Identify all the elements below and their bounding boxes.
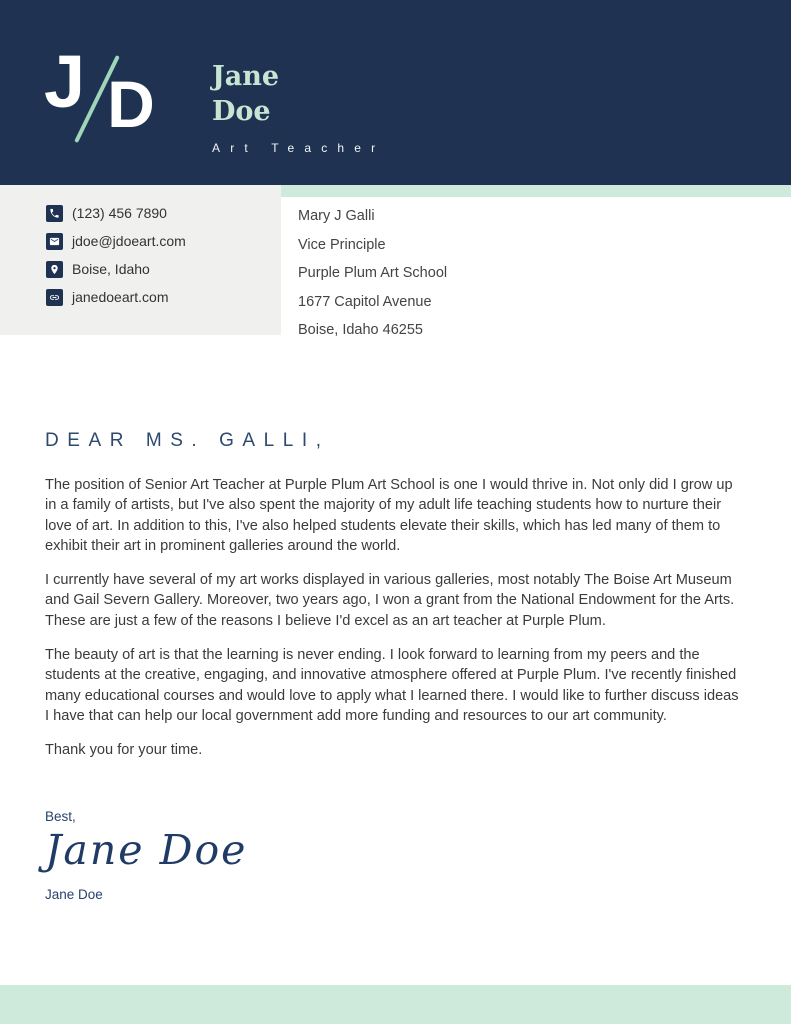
name-line-1: Jane xyxy=(212,61,280,92)
recipient-name: Mary J Galli xyxy=(298,208,375,224)
footer-accent-strip xyxy=(0,985,791,1024)
monogram-logo xyxy=(44,40,184,147)
contact-panel xyxy=(0,185,281,335)
logo-initial-d: D xyxy=(107,67,155,141)
phone-number: (123) 456 7890 xyxy=(72,205,167,221)
letter-body xyxy=(0,430,791,902)
name-line-2: Doe xyxy=(212,96,271,127)
email-icon xyxy=(46,233,63,250)
link-icon xyxy=(46,289,63,306)
greeting: DEAR MS. GALLI, xyxy=(45,429,330,451)
recipient-city: Boise, Idaho 46255 xyxy=(298,322,423,338)
paragraph-1: The position of Senior Art Teacher at Purple Plum Art School is one I would thrive in. Not only did I grow up in a family of artists, but I've also spent the majority of my adult life teaching students how to nurture their love of art. In addition to this, I've also helped students elevate their skills, which has led many of them to exhibit their art in prominent galleries around the world. xyxy=(45,476,733,555)
location-text: Boise, Idaho xyxy=(72,261,150,277)
logo-initial-j: J xyxy=(44,40,84,123)
location-icon xyxy=(46,261,63,278)
contact-item-location xyxy=(46,255,281,283)
recipient-block xyxy=(281,197,791,345)
recipient-title: Vice Principle xyxy=(298,236,386,253)
contact-item-email xyxy=(46,227,281,255)
recipient-organization: Purple Plum Art School xyxy=(298,265,448,281)
typed-name: Jane Doe xyxy=(45,886,103,902)
contact-item-website xyxy=(46,283,281,311)
mint-accent-strip xyxy=(281,185,791,197)
email-address: jdoe@jdoeart.com xyxy=(72,233,186,249)
website-url: janedoeart.com xyxy=(72,289,169,305)
phone-icon xyxy=(46,205,63,222)
closing-block xyxy=(45,809,746,902)
signature: Jane Doe xyxy=(45,825,248,874)
paragraph-3: The beauty of art is that the learning is never ending. I look forward to learning from my peers and the students at the creative, engaging, and innovative atmosphere offered at Purple Plum. I've recently finished many educational courses and would love to apply what I learned there. I would like to further discuss ideas I have that can help our local government add more funding and resources to our art community. xyxy=(45,646,739,725)
header xyxy=(0,0,791,185)
recipient-street: 1677 Capitol Avenue xyxy=(298,293,432,310)
paragraph-2: I currently have several of my art works displayed in various galleries, most notably The Boise Art Museum and Gail Severn Gallery. Moreover, two years ago, I won a grant from the National Endowment for the Arts. These are just a few of the reasons I believe I'd excel as an art teacher at Purple Plum. xyxy=(45,571,735,630)
job-title: Art Teacher xyxy=(212,141,386,155)
recipient-column xyxy=(281,185,791,345)
signoff: Best, xyxy=(45,808,76,824)
contact-item-phone xyxy=(46,199,281,227)
paragraphs xyxy=(45,475,746,761)
name-block xyxy=(212,47,385,155)
contact-recipient-band xyxy=(0,185,791,345)
paragraph-thanks: Thank you for your time. xyxy=(45,742,203,759)
